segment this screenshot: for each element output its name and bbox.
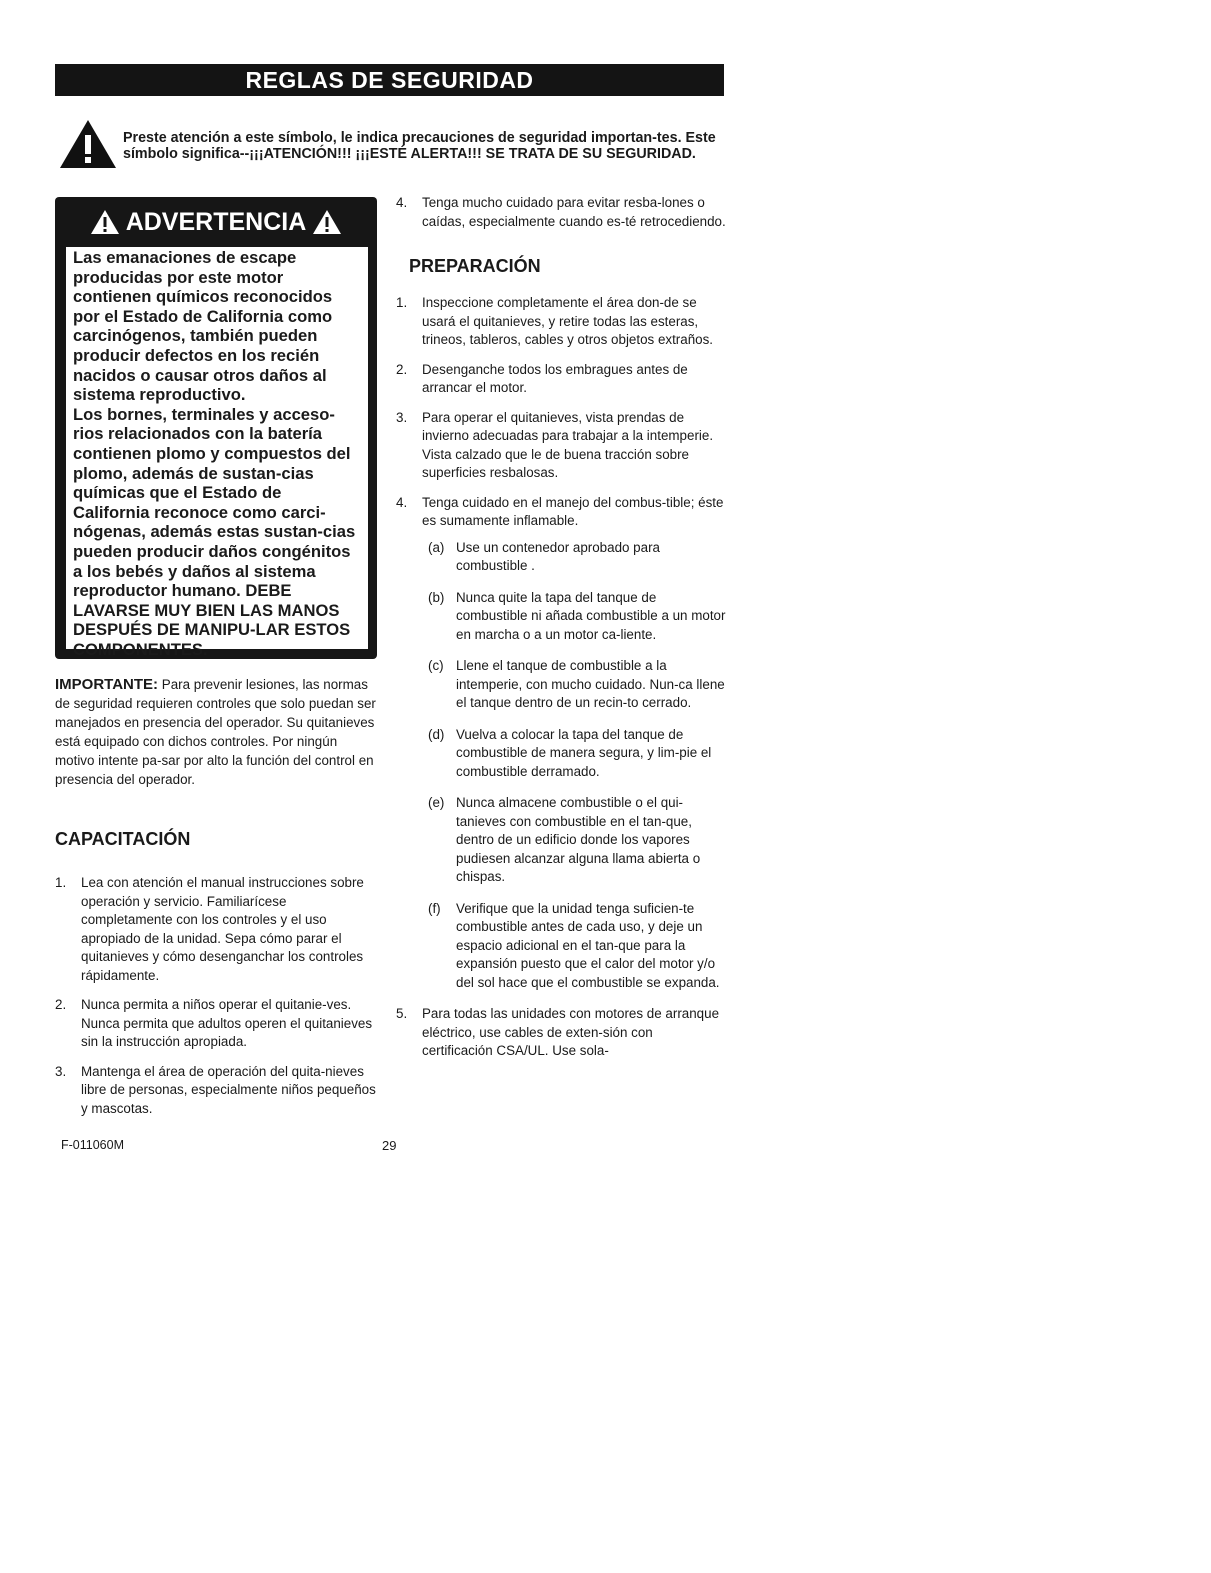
warning-paragraph: Las emanaciones de escape producidas por este motor contienen químicos reconocidos por el Estado de California como carcinógenos, también pueden producir defectos en los recién nacidos o causar otros daños al sistema reproductivo. [73,248,333,405]
sub-list-item: (a) Use un contenedor aprobado para combustible . [428,539,660,573]
list-item: 5. Para todas las unidades con motores de arranque eléctrico, use cables de exten-sión con certificación CSA/UL. Use sola- [396,1006,720,1058]
warning-paragraph: Los bornes, terminales y acceso-rios relacionados con la batería contienen plomo y compuestos del plomo, además de sustan-cias químicas que el Estado de California reconoce como carci-nógenas, además estas sustan-cias pueden producir daños congénitos a los bebés y daños al sistema reproductor humano. DEBE LAVARSE MUY BIEN LAS MANOS DESPUÉS DE MANIPU-LAR ESTOS COMPONENTES. [73,404,356,659]
warning-header [55,197,377,247]
left-column [55,675,380,1129]
warning-box [55,197,377,659]
right-column [396,194,726,1072]
important-paragraph [55,675,380,789]
list-item: 2. Nunca permita a niños operar el quitanie-ves. Nunca permita que adultos operen el quitanieves sin la instrucción apropiada. [55,997,373,1049]
warning-triangle-icon [90,209,120,235]
warning-triangle-icon [312,209,342,235]
list-item: 4. Tenga cuidado en el manejo del combus-tible; éste es sumamente inflamable. (a) Use un contenedor aprobado para combustible . (b) Nunca quite la tapa del tanque de combustible ni añada combustible a un motor en marcha o a un motor ca-liente. (c) Llene el tanque de combustible a la intemperie, con mucho cuidado. Nun-ca llene el tanque dentro de un recin-to cerrado. (d) Vuelva a colocar la tapa del tanque de combustible de manera segura, y lim-pie el combustible derramado. (e) Nunca almacene combustible o el qui-tanieves con combustible en el tan-que, dentro de un edificio donde los vapores pudiesen alcanzar alguna llama abierta o chispas. (f) Verifique que la unidad tenga suficien-te combustible antes de cada uso, y deje un espacio adicional en el tan-que para la expansión puesto que el calor del motor y/o del sol hace que el combustible se expanda. [396,494,726,993]
section-title-preparacion: PREPARACIÓN [409,256,541,276]
sub-list-item: (b) Nunca quite la tapa del tanque de combustible ni añada combustible a un motor en marcha o a un motor ca-liente. [428,589,726,642]
list-item: 3. Para operar el quitanieves, vista prendas de invierno adecuadas para trabajar a la intemperie. Vista calzado que le de buena tracción sobre superficies resbalosas. [396,409,714,480]
capacitacion-list [55,874,380,1118]
sub-list-item: (c) Llene el tanque de combustible a la intemperie, con mucho cuidado. Nun-ca llene el tanque dentro de un recin-to cerrado. [428,658,725,710]
list-item: 1. Inspeccione completamente el área don-de se usará el quitanieves, y retire todas las esteras, trineos, tableros, cables y otros objetos extraños. [396,295,714,347]
fuel-sublist [422,539,726,993]
document-code: F-011060M [61,1138,124,1152]
sub-list-item: (f) Verifique que la unidad tenga suficien-te combustible antes de cada uso, y deje un espacio adicional en el tan-que para la expansión puesto que el calor del motor y/o del sol hace que el combustible se expanda. [428,900,720,990]
section-title-capacitacion: CAPACITACIÓN [55,829,191,849]
list-item: 3. Mantenga el área de operación del quita-nieves libre de personas, especialmente niños pequeños y mascotas. [55,1063,376,1116]
list-item: 2. Desenganche todos los embragues antes de arrancar el motor. [396,361,688,395]
important-label: IMPORTANTE: [55,676,159,693]
page-title: REGLAS DE SEGURIDAD [55,64,724,96]
warning-title: ADVERTENCIA [125,207,307,236]
preparacion-list [396,294,726,1061]
page-number: 29 [382,1138,397,1153]
important-text: Para prevenir lesiones, las normas de seguridad requieren controles que solo puedan ser manejados en presencia del operador. Su quitanieves está equipado con dichos controles. Por ningún motivo intente pa-sar por alto la función del control en presencia del operador. [55,677,376,787]
list-item: 4. Tenga mucho cuidado para evitar resba-lones o caídas, especialmente cuando es-té retrocediendo. [396,195,726,229]
list-item: 1. Lea con atención el manual instrucciones sobre operación y servicio. Familiarícese completamente con los controles y el uso apropiado de la unidad. Sepa cómo parar el quitanieves y cómo desenganchar los controles rápidamente. [55,875,364,983]
capacitacion-list-continued [396,194,726,231]
warning-body [66,247,368,659]
sub-list-item: (d) Vuelva a colocar la tapa del tanque de combustible de manera segura, y lim-pie el combustible derramado. [428,726,712,779]
safety-symbol-notice: Preste atención a este símbolo, le indica precauciones de seguridad importan-tes. Este símbolo significa--¡¡¡ATENCIÓN!!! ¡¡¡ESTÉ ALERTA!!! SE TRATA DE SU SEGURIDAD. [123,130,716,162]
sub-list-item: (e) Nunca almacene combustible o el qui-tanieves con combustible en el tan-que, dentro de un edificio donde los vapores pudiesen alcanzar alguna llama abierta o chispas. [428,795,701,884]
warning-triangle-icon [58,118,118,170]
